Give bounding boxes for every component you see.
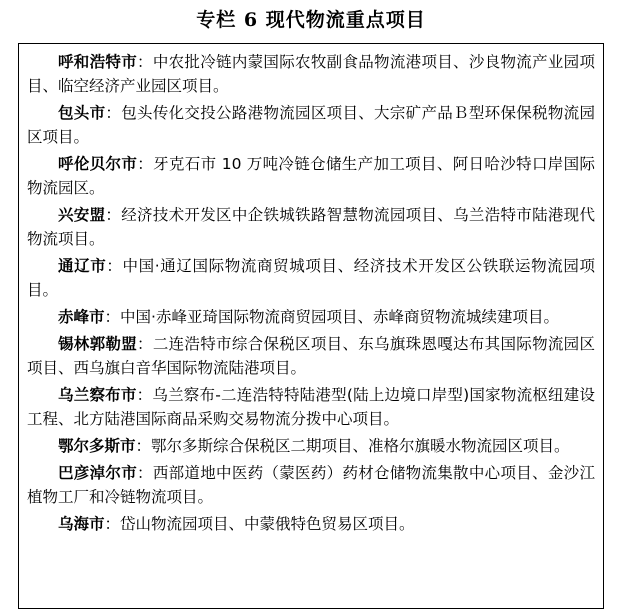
city-name: 通辽市: [58, 256, 107, 275]
city-name: 包头市: [58, 103, 106, 122]
city-name: 赤峰市: [58, 307, 105, 326]
project-text: ：牙克石市 10 万吨冷链仓储生产加工项目、阿日哈沙特口岸国际物流园区。: [27, 154, 595, 197]
list-item: [27, 50, 595, 98]
city-name: 乌兰察布市: [58, 385, 137, 404]
project-text: ：岱山物流园项目、中蒙俄特色贸易区项目。: [104, 514, 415, 533]
project-text: ：鄂尔多斯综合保税区二期项目、准格尔旗暖水物流园区项目。: [135, 436, 570, 455]
list-item: [27, 101, 595, 149]
list-item: [27, 203, 595, 251]
city-name: 锡林郭勒盟: [58, 334, 138, 353]
city-name: 兴安盟: [58, 205, 106, 224]
list-item: [27, 152, 595, 200]
project-text: ：乌兰察布-二连浩特特陆港型(陆上边境口岸型)国家物流枢纽建设工程、北方陆港国际商品采购交易物流分拨中心项目。: [27, 385, 595, 428]
list-item: [27, 461, 595, 509]
project-text: ：中国·通辽国际物流商贸城项目、经济技术开发区公铁联运物流园项目。: [27, 256, 595, 299]
city-name: 呼伦贝尔市: [58, 154, 138, 173]
city-name: 呼和浩特市: [58, 52, 138, 71]
page-title: 专栏 6 现代物流重点项目: [196, 9, 426, 31]
list-item: [27, 512, 595, 536]
project-text: ：包头传化交投公路港物流园区项目、大宗矿产品Ｂ型环保保税物流园区项目。: [27, 103, 595, 146]
list-item: [27, 254, 595, 302]
project-text: ：经济技术开发区中企铁城铁路智慧物流园项目、乌兰浩特市陆港现代物流项目。: [27, 205, 595, 248]
list-item: [27, 305, 595, 329]
project-list-box: [18, 43, 604, 609]
list-item: [27, 434, 595, 458]
project-text: ：西部道地中医药（蒙医药）药材仓储物流集散中心项目、金沙江植物工厂和冷链物流项目。: [27, 463, 595, 506]
project-text: ：中农批冷链内蒙国际农牧副食品物流港项目、沙良物流产业园项目、临空经济产业园区项目。: [27, 52, 595, 95]
city-name: 乌海市: [58, 514, 105, 533]
city-name: 鄂尔多斯市: [58, 436, 136, 455]
project-text: ：二连浩特市综合保税区项目、东乌旗珠恩嘎达布其国际物流园区项目、西乌旗白音华国际物流陆港项目。: [27, 334, 595, 377]
city-name: 巴彦淖尔市: [58, 463, 138, 482]
list-item: [27, 383, 595, 431]
list-item: [27, 332, 595, 380]
project-text: ：中国·赤峰亚琦国际物流商贸园项目、赤峰商贸物流城续建项目。: [104, 307, 559, 326]
